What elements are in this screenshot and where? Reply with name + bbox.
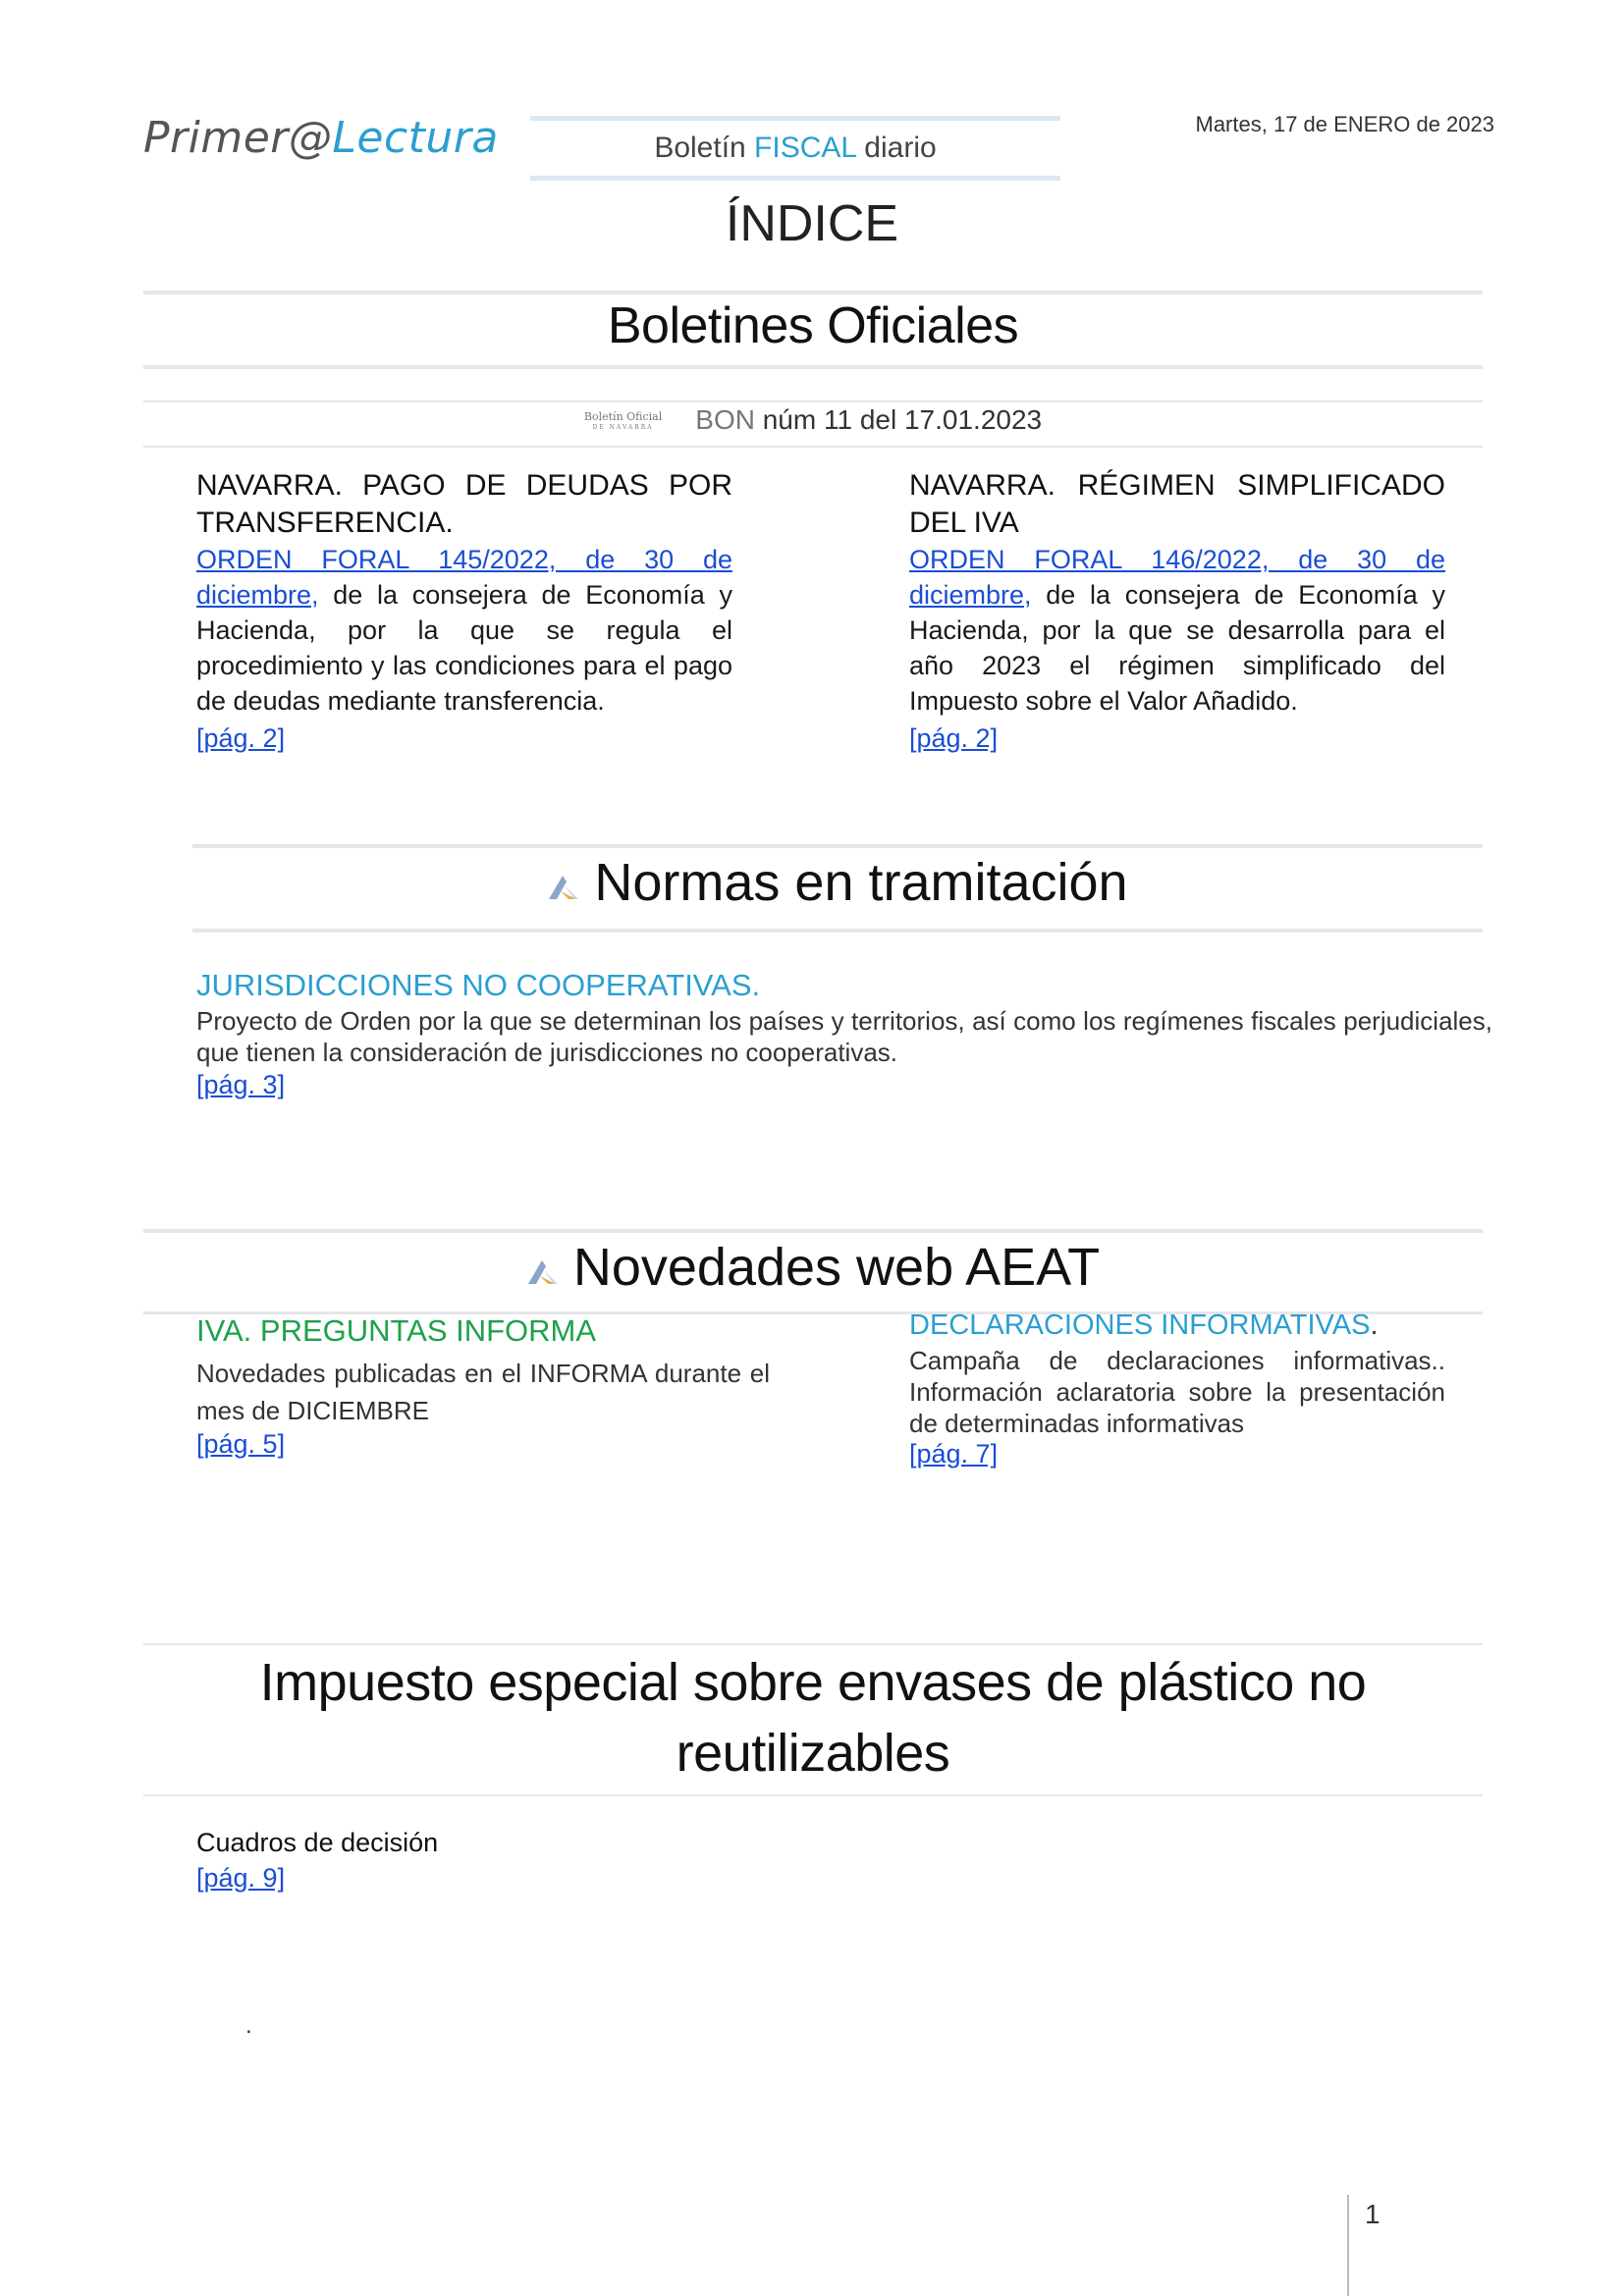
bon-logo-bottom: DE NAVARRA <box>592 423 654 431</box>
boletines-heading: Boletines Oficiales <box>607 297 1019 354</box>
divider <box>143 291 1483 294</box>
declaraciones-title-dot: . <box>1370 1309 1379 1341</box>
entry-body <box>909 542 1445 719</box>
bon-label: BON <box>695 404 755 435</box>
indice-title: ÍNDICE <box>725 195 899 252</box>
logo-primer: Primer@ <box>143 113 333 163</box>
normas-body: Proyecto de Orden por la que se determinan los países y territorios, así como los regímenes fiscales perjudiciales, que tienen la consideración de jurisdicciones no cooperativas. <box>196 1006 1492 1067</box>
divider <box>192 844 1483 848</box>
aeat-logo-icon <box>526 1256 560 1286</box>
aeat-heading <box>143 1237 1483 1298</box>
iva-informa-body: Novedades publicadas en el INFORMA durante el mes de DICIEMBRE <box>196 1359 770 1425</box>
stray-dot: . <box>245 2012 252 2039</box>
page-link[interactable]: [pág. 2] <box>909 723 999 753</box>
logo-lectura: Lectura <box>332 113 499 163</box>
aeat-heading-text: Novedades web AEAT <box>572 1238 1101 1297</box>
divider <box>143 365 1483 369</box>
bon-left-entry <box>196 467 732 756</box>
declaraciones-title-text: DECLARACIONES INFORMATIVAS <box>909 1309 1371 1341</box>
jurisdicciones-title: JURISDICCIONES NO COOPERATIVAS. <box>196 968 761 1002</box>
impuesto-heading-line1: Impuesto especial sobre envases de plástico no <box>259 1653 1367 1712</box>
iva-informa-title: IVA. PREGUNTAS INFORMA <box>196 1313 597 1348</box>
cuadros-title: Cuadros de decisión <box>196 1828 439 1857</box>
divider <box>143 446 1483 448</box>
entry-body-text: de la consejera de Economía y Hacienda, por la que se regula el procedimiento y las condiciones para el pago de deudas mediante transferencia. <box>196 580 732 716</box>
impuesto-heading-line2: reutilizables <box>676 1724 950 1783</box>
bon-issue-line <box>143 404 1483 436</box>
page-link[interactable]: [pág. 7] <box>909 1439 999 1468</box>
boletin-pre: Boletín <box>654 132 755 164</box>
bon-rest: núm 11 del 17.01.2023 <box>754 404 1043 435</box>
issue-date: Martes, 17 de ENERO de 2023 <box>1195 112 1494 136</box>
page-link[interactable]: [pág. 5] <box>196 1429 286 1459</box>
orden-foral-145-link[interactable]: ORDEN FORAL 145/2022, de 30 de diciembre, <box>196 545 732 610</box>
aeat-logo-icon <box>547 872 580 901</box>
impuesto-heading <box>143 1647 1483 1789</box>
bon-logo-top: Boletín Oficial <box>583 409 663 423</box>
divider <box>143 400 1483 402</box>
divider <box>192 929 1483 933</box>
divider <box>143 1229 1483 1233</box>
orden-foral-146-link[interactable]: ORDEN FORAL 146/2022, de 30 de diciembre, <box>909 545 1445 610</box>
boletin-post: diario <box>855 132 937 164</box>
normas-heading-text: Normas en tramitación <box>594 853 1128 912</box>
declaraciones-body: Campaña de declaraciones informativas.. Información aclaratoria sobre la presentación de determinadas informativas <box>909 1346 1445 1438</box>
bon-right-entry <box>909 467 1445 756</box>
divider <box>143 1794 1483 1796</box>
boletin-fiscal: FISCAL <box>754 132 856 164</box>
primer-lectura-logo <box>143 113 499 163</box>
boletin-fiscal-banner <box>530 116 1060 181</box>
bon-logo <box>584 411 662 433</box>
page-link[interactable]: [pág. 9] <box>196 1863 286 1893</box>
entry-title: NAVARRA. RÉGIMEN SIMPLIFICADO DEL IVA <box>909 469 1445 539</box>
entry-body-text: de la consejera de Economía y Hacienda, por la que se desarrolla para el año 2023 el régimen simplificado del Impuesto sobre el Valor Añadido. <box>909 580 1445 716</box>
page-link[interactable]: [pág. 2] <box>196 723 286 753</box>
declaraciones-title <box>909 1309 1379 1342</box>
page-link[interactable]: [pág. 3] <box>196 1070 286 1099</box>
page-number-rule <box>1347 2195 1349 2296</box>
entry-title: NAVARRA. PAGO DE DEUDAS POR TRANSFERENCIA. <box>196 469 732 539</box>
divider <box>143 1643 1483 1645</box>
normas-heading <box>192 852 1483 913</box>
entry-body <box>196 542 732 719</box>
page-number: 1 <box>1365 2199 1380 2229</box>
